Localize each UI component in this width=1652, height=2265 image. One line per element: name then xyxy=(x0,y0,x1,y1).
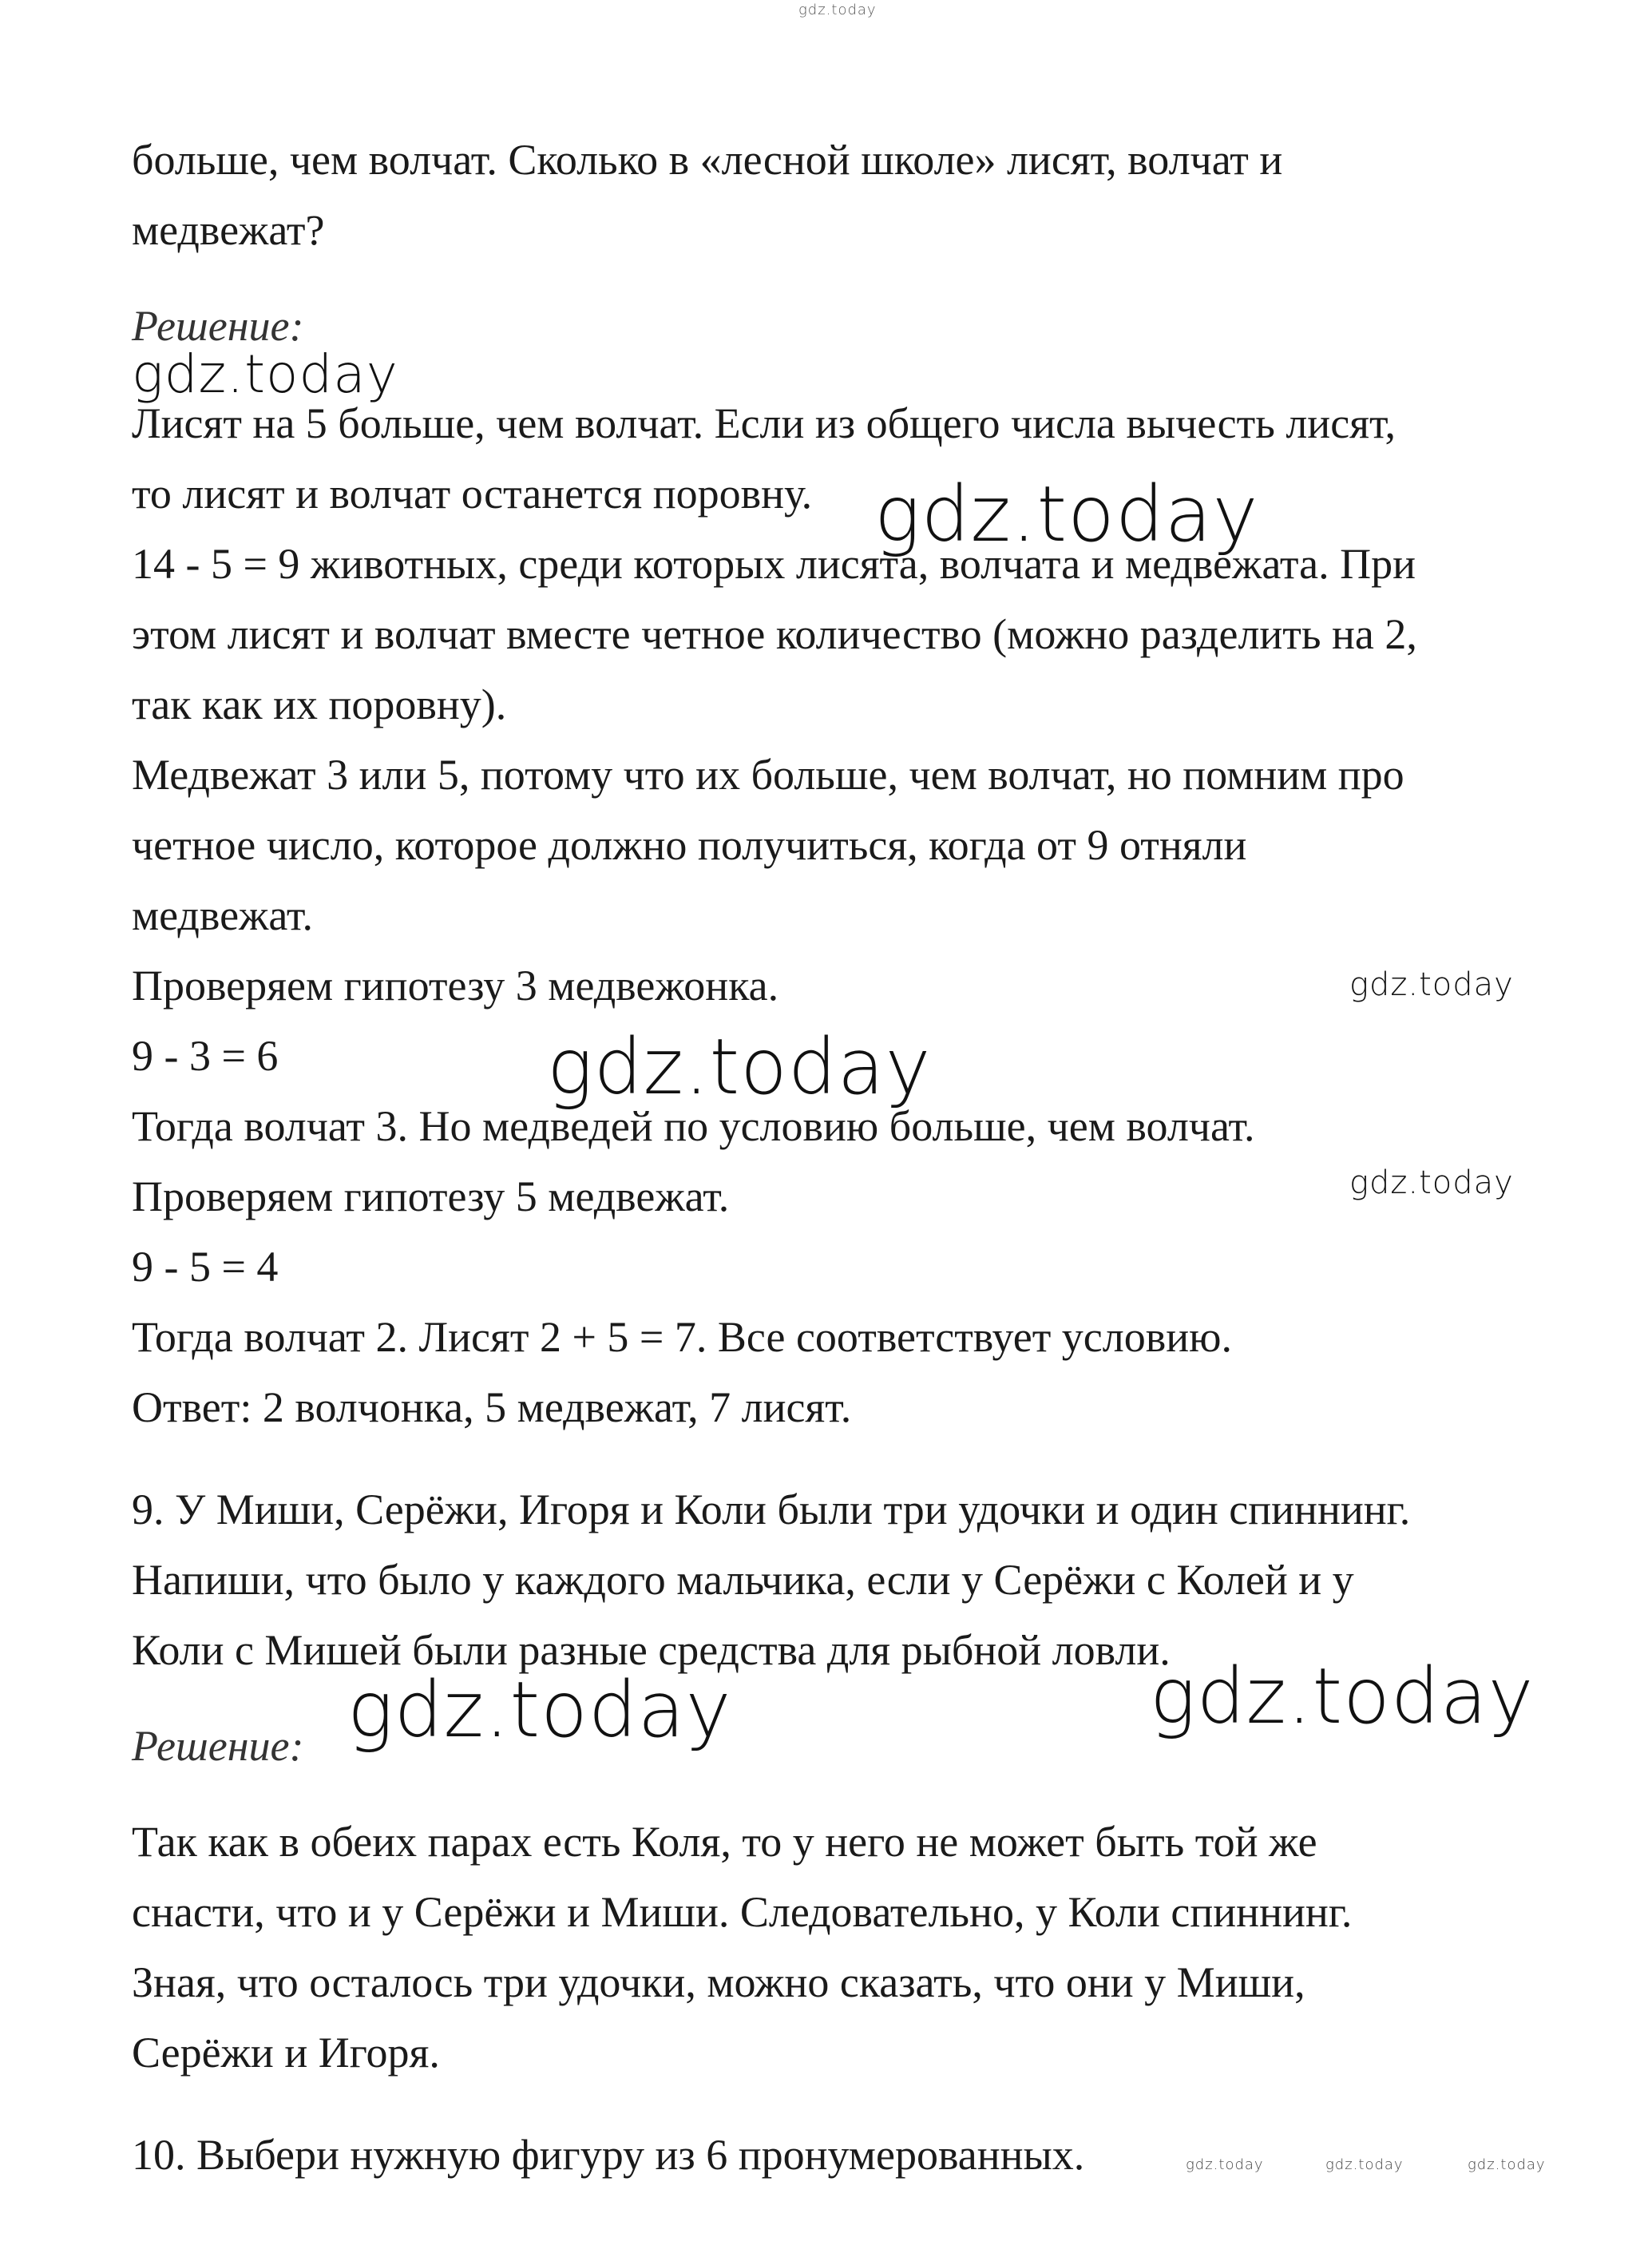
solution-heading: Решение: xyxy=(132,1722,304,1770)
solution-line: 14 - 5 = 9 животных, среди которых лисята, волчата и медвежата. При xyxy=(132,540,1416,588)
answer-line: Ответ: 2 волчонка, 5 медвежат, 7 лисят. xyxy=(132,1383,852,1431)
solution-line: Тогда волчат 3. Но медведей по условию больше, чем волчат. xyxy=(132,1102,1255,1150)
solution-line: Медвежат 3 или 5, потому что их больше, чем волчат, но помним про xyxy=(132,751,1404,799)
watermark: gdz.today xyxy=(1468,2156,1546,2173)
watermark: gdz.today xyxy=(1186,2156,1264,2173)
solution-line: так как их поровну). xyxy=(132,680,507,728)
solution-line: Проверяем гипотезу 5 медвежат. xyxy=(132,1172,730,1220)
solution-line: Лисят на 5 больше, чем волчат. Если из общего числа вычесть лисят, xyxy=(132,399,1396,447)
task-line: Напиши, что было у каждого мальчика, если у Серёжи с Колей и у xyxy=(132,1556,1354,1604)
intro-line: больше, чем волчат. Сколько в «лесной школе» лисят, волчат и xyxy=(132,136,1283,184)
solution-heading: Решение: xyxy=(132,302,304,350)
solution-line: Так как в обеих парах есть Коля, то у него не может быть той же xyxy=(132,1818,1317,1866)
task-line: 10. Выбери нужную фигуру из 6 пронумерованных. xyxy=(132,2131,1085,2179)
task-line: 9. У Миши, Серёжи, Игоря и Коли были три удочки и один спиннинг. xyxy=(132,1486,1411,1533)
solution-line: этом лисят и волчат вместе четное количество (можно разделить на 2, xyxy=(132,610,1417,658)
solution-line: Зная, что осталось три удочки, можно сказать, что они у Миши, xyxy=(132,1958,1305,2006)
solution-line: Тогда волчат 2. Лисят 2 + 5 = 7. Все соответствует условию. xyxy=(132,1313,1232,1361)
solution-line: то лисят и волчат останется поровну. xyxy=(132,470,813,518)
watermark: gdz.today xyxy=(1349,966,1514,1003)
watermark-top: gdz.today xyxy=(798,2,877,18)
watermark: gdz.today xyxy=(1150,1652,1535,1741)
solution-line: Серёжи и Игоря. xyxy=(132,2029,440,2077)
watermark: gdz.today xyxy=(347,1665,732,1755)
task-line: Коли с Мишей были разные средства для рыбной ловли. xyxy=(132,1626,1171,1674)
solution-line: снасти, что и у Серёжи и Миши. Следовательно, у Коли спиннинг. xyxy=(132,1888,1353,1936)
watermark: gdz.today xyxy=(547,1022,932,1112)
solution-line: 9 - 5 = 4 xyxy=(132,1243,279,1291)
watermark: gdz.today xyxy=(1349,1164,1514,1201)
watermark: gdz.today xyxy=(874,470,1259,559)
intro-line: медвежат? xyxy=(132,206,325,254)
solution-line: Проверяем гипотезу 3 медвежонка. xyxy=(132,962,779,1010)
solution-line: четное число, которое должно получиться, когда от 9 отняли xyxy=(132,821,1247,869)
solution-line: 9 - 3 = 6 xyxy=(132,1032,279,1080)
watermark: gdz.today xyxy=(1325,2156,1404,2173)
solution-line: медвежат. xyxy=(132,891,313,939)
watermark: gdz.today xyxy=(132,343,398,405)
